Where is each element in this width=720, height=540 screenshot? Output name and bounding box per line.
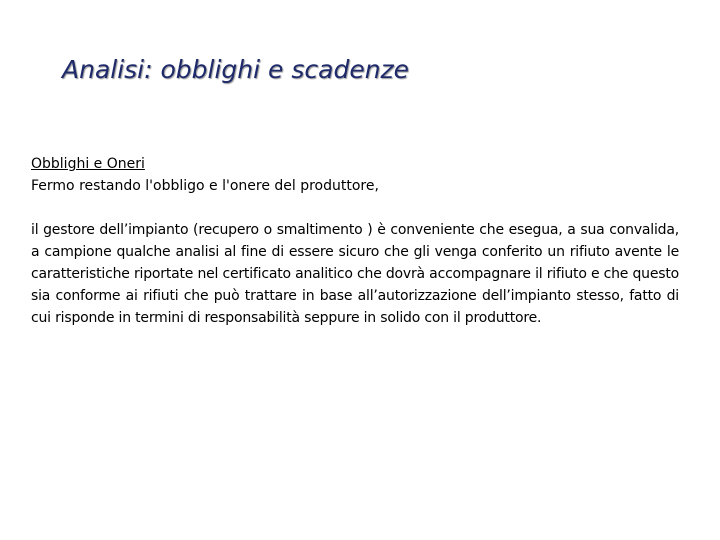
- section-heading: Obblighi e Oneri: [31, 156, 145, 172]
- slide-title: Analisi: obblighi e scadenze: [62, 55, 410, 84]
- intro-line: Fermo restando l'obbligo e l'onere del produttore,: [31, 178, 379, 194]
- body-paragraph: il gestore dell’impianto (recupero o smaltimento ) è conveniente che esegua, a sua convalida, a campione qualche analisi al fine di essere sicuro che gli venga conferito un rifiuto avente le caratteristiche riportate nel certificato analitico che dovrà accompagnare il rifiuto e che questo sia conforme ai rifiuti che può trattare in base all’autorizzazione dell’impianto stesso, fatto di cui risponde in termini di responsabilità seppure in solido con il produttore.: [31, 222, 679, 326]
- spacer: [31, 197, 679, 219]
- slide-body: [31, 153, 679, 329]
